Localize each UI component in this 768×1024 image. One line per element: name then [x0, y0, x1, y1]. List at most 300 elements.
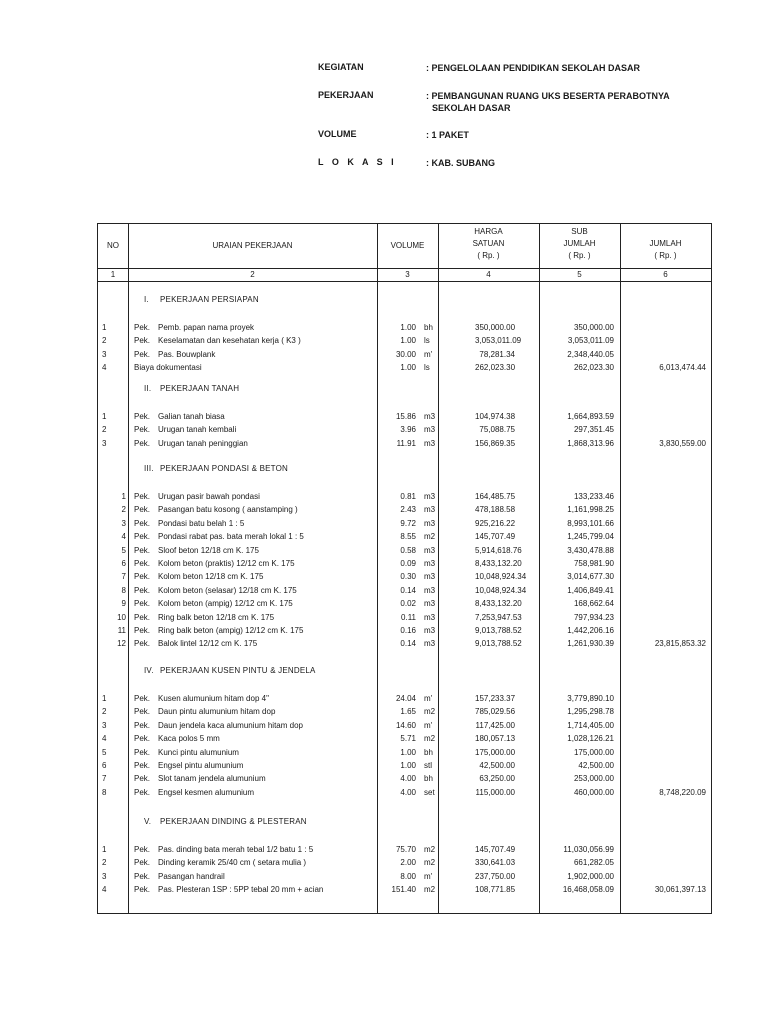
cell-desc: Kolom beton (ampig) 12/12 cm K. 175: [158, 599, 293, 609]
pekerjaan-value-line2: SEKOLAH DASAR: [432, 103, 511, 113]
cell-no: 11: [117, 626, 126, 635]
lokasi-value: : KAB. SUBANG: [426, 158, 495, 168]
cell-qty: 0.11: [401, 612, 416, 622]
cell-total: 8,748,220.09: [659, 787, 706, 797]
cell-pek: Pek.: [134, 559, 151, 568]
cell-unit: m': [424, 349, 433, 359]
header-harga: [438, 226, 539, 262]
table-row: [98, 693, 711, 704]
cell-pek: Pek.: [134, 885, 151, 895]
cell-price: 104,974.38: [475, 412, 516, 421]
cell-pek: Pek.: [134, 572, 151, 582]
table-row: [98, 612, 711, 623]
table-row: [98, 857, 711, 868]
cell-pek: Pek.: [134, 858, 151, 868]
col-number: 3: [405, 270, 410, 279]
cell-pek: Pek.: [134, 747, 151, 757]
cell-price: 75,088.75: [479, 425, 515, 435]
cell-no: 1: [102, 323, 107, 332]
cell-desc: Kolom beton (selasar) 12/18 cm K. 175: [158, 585, 297, 595]
table-row: [98, 438, 711, 449]
pekerjaan-label: PEKERJAAN: [318, 90, 374, 100]
cell-unit: m3: [424, 412, 436, 421]
table-row: [98, 760, 711, 771]
cell-no: 3: [102, 871, 107, 881]
cell-unit: m3: [424, 612, 436, 622]
cell-qty: 1.65: [400, 707, 416, 717]
cell-no: 6: [121, 559, 126, 568]
table-row: [98, 531, 711, 542]
cell-qty: 151.40: [391, 885, 416, 895]
section-name: PEKERJAAN DINDING & PLESTERAN: [160, 817, 307, 826]
section-title: [144, 666, 316, 675]
cell-qty: 0.14: [400, 639, 416, 649]
cell-pek: Pek.: [134, 599, 151, 609]
colnum-divider: [98, 281, 711, 282]
cell-subtotal: 42,500.00: [578, 761, 614, 770]
cell-unit: bh: [424, 323, 433, 332]
cell-qty: 0.02: [400, 599, 416, 609]
table-row: [98, 411, 711, 422]
cell-price: 350,000.00: [475, 323, 516, 332]
cell-qty: 4.00: [400, 787, 416, 797]
cell-unit: m': [424, 694, 433, 703]
cell-desc: Daun pintu alumunium hitam dop: [158, 707, 276, 717]
table-row: [98, 558, 711, 569]
table-row: [98, 844, 711, 855]
boq-table: [97, 223, 712, 914]
cell-qty: 1.00: [400, 363, 416, 373]
cell-price: 9,013,788.52: [475, 626, 522, 635]
cell-unit: m3: [424, 572, 436, 582]
cell-subtotal: 8,993,101.66: [567, 518, 614, 528]
cell-price: 785,029.56: [475, 707, 516, 717]
table-row: [98, 585, 711, 596]
cell-unit: m3: [424, 505, 436, 515]
cell-qty: 9.72: [400, 518, 416, 528]
cell-qty: 3.96: [400, 425, 416, 435]
cell-qty: 75.70: [395, 845, 416, 854]
cell-price: 9,013,788.52: [475, 639, 522, 649]
col-number: 4: [486, 270, 491, 279]
cell-desc: Urugan tanah peninggian: [158, 438, 248, 448]
section-title: [144, 384, 239, 393]
cell-no: 5: [121, 545, 126, 555]
section-roman: II.: [144, 384, 152, 393]
cell-qty: 1.00: [400, 323, 416, 332]
cell-desc: Pasangan handrail: [158, 871, 225, 881]
cell-no: 1: [102, 694, 107, 703]
cell-pek: Pek.: [134, 871, 151, 881]
section-roman: IV.: [144, 666, 154, 675]
volume-label: VOLUME: [318, 129, 357, 139]
cell-pek: Pek.: [134, 336, 151, 346]
header-sub: [539, 226, 620, 262]
cell-qty: 15.86: [395, 412, 416, 421]
cell-desc: Urugan pasir bawah pondasi: [158, 492, 260, 501]
cell-subtotal: 1,406,849.41: [567, 585, 614, 595]
header-jumlah: [620, 238, 711, 262]
cell-pek: Pek.: [134, 761, 151, 770]
cell-desc: Kolom beton 12/18 cm K. 175: [158, 572, 264, 582]
cell-price: 180,057.13: [475, 734, 516, 744]
cell-unit: m3: [424, 518, 436, 528]
cell-price: 10,048,924.34: [475, 585, 527, 595]
cell-subtotal: 1,028,126.21: [567, 734, 614, 744]
table-row: [98, 625, 711, 636]
cell-pek: Pek.: [134, 845, 151, 854]
cell-qty: 8.00: [400, 871, 416, 881]
table-row: [98, 322, 711, 333]
cell-no: 7: [121, 572, 126, 582]
cell-qty: 5.71: [400, 734, 416, 744]
cell-price: 175,000.00: [475, 747, 516, 757]
section-roman: V.: [144, 817, 152, 826]
table-row: [98, 747, 711, 758]
cell-no: 8: [102, 787, 107, 797]
cell-no: 2: [102, 858, 107, 868]
header-sub-line: JUMLAH: [563, 239, 596, 248]
cell-price: 5,914,618.76: [475, 545, 522, 555]
cell-no: 4: [102, 885, 107, 895]
cell-price: 330,641.03: [475, 858, 516, 868]
col-number: 5: [577, 270, 582, 279]
cell-qty: 2.43: [400, 505, 416, 515]
header-harga-line: SATUAN: [472, 239, 505, 248]
cell-price: 78,281.34: [479, 349, 515, 359]
section-roman: I.: [144, 295, 149, 304]
table-row: [98, 424, 711, 435]
cell-unit: m3: [424, 492, 436, 501]
section-name: PEKERJAAN KUSEN PINTU & JENDELA: [160, 666, 316, 675]
cell-price: 8,433,132.20: [475, 559, 522, 568]
header-harga-line: HARGA: [474, 227, 503, 236]
table-row: [98, 504, 711, 515]
cell-pek: Pek.: [134, 349, 151, 359]
cell-unit: m3: [424, 639, 436, 649]
cell-qty: 0.81: [400, 492, 416, 501]
cell-desc: Pas. Plesteran 1SP : 5PP tebal 20 mm + acian: [158, 885, 324, 895]
cell-desc: Kusen alumunium hitam dop 4": [158, 694, 269, 703]
cell-unit: m': [424, 871, 433, 881]
cell-pek: Pek.: [134, 639, 151, 649]
cell-no: 1: [102, 845, 107, 854]
cell-no: 5: [102, 747, 107, 757]
cell-pek: Pek.: [134, 720, 151, 730]
cell-subtotal: 661,282.05: [573, 858, 614, 868]
cell-price: 262,023.30: [475, 363, 516, 373]
table-row: [98, 362, 711, 373]
cell-price: 3,053,011.09: [475, 336, 522, 346]
section-title: [144, 817, 307, 826]
header-sub-line: SUB: [571, 227, 588, 236]
cell-unit: stl: [424, 761, 432, 770]
table-row: [98, 787, 711, 798]
cell-pek: Pek.: [134, 707, 151, 717]
header-divider: [98, 268, 711, 269]
cell-price: 63,250.00: [479, 774, 515, 784]
header-harga-line: ( Rp. ): [477, 251, 500, 260]
cell-no: 7: [102, 774, 107, 784]
cell-subtotal: 3,430,478.88: [567, 545, 614, 555]
cell-pek: Pek.: [134, 626, 151, 635]
cell-subtotal: 262,023.30: [573, 363, 614, 373]
cell-desc: Pas. Bouwplank: [158, 349, 216, 359]
cell-subtotal: 460,000.00: [573, 787, 614, 797]
cell-qty: 0.58: [400, 545, 416, 555]
cell-pek: Pek.: [134, 412, 151, 421]
cell-price: 115,000.00: [475, 787, 515, 797]
cell-qty: 0.14: [400, 585, 416, 595]
cell-price: 117,425.00: [475, 720, 515, 730]
cell-qty: 4.00: [400, 774, 416, 784]
table-row: [98, 518, 711, 529]
col-number: 6: [663, 270, 668, 279]
cell-pek: Pek.: [134, 505, 151, 515]
cell-unit: m3: [424, 599, 436, 609]
cell-desc: Engsel pintu alumunium: [158, 761, 244, 770]
table-row: [98, 349, 711, 360]
cell-unit: m3: [424, 425, 436, 435]
cell-desc: Dinding keramik 25/40 cm ( setara mulia ): [158, 858, 307, 868]
cell-unit: m3: [424, 559, 436, 568]
cell-pek: Pek.: [134, 734, 151, 744]
cell-price: 8,433,132.20: [475, 599, 522, 609]
table-row: [98, 335, 711, 346]
cell-pek: Pek.: [134, 492, 151, 501]
header-jumlah-line: JUMLAH: [649, 239, 682, 248]
cell-qty: 14.60: [395, 720, 416, 730]
cell-subtotal: 175,000.00: [573, 747, 614, 757]
document-header: [0, 0, 768, 200]
cell-no: 2: [102, 336, 107, 346]
cell-desc: Pasangan batu kosong ( aanstamping ): [158, 505, 298, 515]
cell-pek: Pek.: [134, 323, 151, 332]
cell-price: 157,233.37: [475, 694, 516, 703]
kegiatan-value: : PENGELOLAAN PENDIDIKAN SEKOLAH DASAR: [426, 63, 641, 73]
cell-desc: Pondasi batu belah 1 : 5: [158, 518, 245, 528]
cell-no: 4: [102, 363, 107, 373]
cell-subtotal: 3,053,011.09: [567, 336, 614, 346]
cell-unit: bh: [424, 747, 433, 757]
cell-subtotal: 3,014,677.30: [567, 572, 614, 582]
section-title: [144, 295, 259, 304]
cell-price: 145,707.49: [475, 532, 516, 542]
cell-pek: Pek.: [134, 787, 151, 797]
cell-unit: m2: [424, 858, 436, 868]
cell-no: 8: [121, 585, 126, 595]
cell-desc: Slot tanam jendela alumunium: [158, 774, 266, 784]
cell-total: 30,061,397.13: [654, 885, 706, 895]
cell-desc: Keselamatan dan kesehatan kerja ( K3 ): [158, 336, 301, 346]
col-number: 2: [250, 270, 255, 279]
cell-total: 3,830,559.00: [659, 438, 706, 448]
section-name: PEKERJAAN TANAH: [160, 384, 240, 393]
header-no: NO: [107, 241, 119, 250]
lokasi-label: L O K A S I: [318, 157, 397, 167]
cell-subtotal: 133,233.46: [573, 492, 614, 501]
cell-pek: Pek.: [134, 774, 151, 784]
cell-subtotal: 1,442,206.16: [567, 626, 614, 635]
cell-no: 12: [117, 639, 126, 649]
cell-subtotal: 1,664,893.59: [567, 412, 614, 421]
cell-qty: 1.00: [400, 747, 416, 757]
cell-unit: ls: [424, 336, 430, 346]
cell-no: 1: [102, 412, 107, 421]
table-row: [98, 545, 711, 556]
cell-pek: Pek.: [134, 518, 151, 528]
table-row: [98, 871, 711, 882]
cell-price: 7,253,947.53: [475, 612, 522, 622]
cell-qty: 0.16: [400, 626, 416, 635]
cell-price: 145,707.49: [475, 845, 516, 854]
cell-price: 478,188.58: [475, 505, 516, 515]
cell-subtotal: 1,161,998.25: [567, 505, 614, 515]
cell-subtotal: 1,295,298.78: [567, 707, 614, 717]
cell-subtotal: 1,261,930.39: [567, 639, 614, 649]
cell-desc: Engsel kesmen alumunium: [158, 787, 255, 797]
cell-unit: m2: [424, 845, 436, 854]
header-volume: VOLUME: [390, 241, 425, 250]
section-roman: III.: [144, 464, 154, 473]
cell-unit: m': [424, 720, 433, 730]
cell-price: 237,750.00: [475, 871, 516, 881]
cell-desc: Pondasi rabat pas. bata merah lokal 1 : 5: [158, 532, 304, 542]
cell-subtotal: 3,779,890.10: [567, 694, 614, 703]
table-row: [98, 571, 711, 582]
cell-desc: Ring balk beton (ampig) 12/12 cm K. 175: [158, 626, 304, 635]
table-row: [98, 598, 711, 609]
cell-unit: bh: [424, 774, 433, 784]
cell-no: 4: [121, 532, 126, 542]
cell-unit: m2: [424, 532, 436, 542]
header-uraian: URAIAN PEKERJAAN: [212, 241, 293, 250]
cell-qty: 2.00: [400, 858, 416, 868]
cell-pek: Pek.: [134, 545, 151, 555]
cell-subtotal: 253,000.00: [573, 774, 614, 784]
cell-qty: 30.00: [395, 349, 416, 359]
cell-no: 4: [102, 734, 107, 744]
cell-pek: Pek.: [134, 694, 151, 703]
cell-subtotal: 1,245,799.04: [567, 532, 614, 542]
cell-unit: set: [424, 787, 435, 797]
cell-subtotal: 758,981.90: [573, 559, 614, 568]
cell-no: 3: [121, 518, 126, 528]
cell-desc: Ring balk beton 12/18 cm K. 175: [158, 612, 275, 622]
cell-desc: Balok lintel 12/12 cm K. 175: [158, 639, 258, 649]
cell-qty: 1.00: [400, 336, 416, 346]
cell-subtotal: 168,662.64: [573, 599, 614, 609]
cell-desc: Daun jendela kaca alumunium hitam dop: [158, 720, 303, 730]
cell-desc: Pas. dinding bata merah tebal 1/2 batu 1 : 5: [158, 845, 314, 854]
col-number: 1: [110, 270, 116, 279]
cell-price: 164,485.75: [475, 492, 516, 501]
cell-subtotal: 16,468,058.09: [562, 885, 614, 895]
cell-subtotal: 797,934.23: [573, 612, 614, 622]
cell-total: 6,013,474.44: [659, 363, 706, 373]
cell-subtotal: 2,348,440.05: [567, 349, 614, 359]
table-row: [98, 773, 711, 784]
cell-price: 42,500.00: [479, 761, 515, 770]
cell-subtotal: 350,000.00: [573, 323, 614, 332]
cell-no: 3: [102, 349, 107, 359]
kegiatan-label: KEGIATAN: [318, 62, 364, 72]
section-title: [144, 464, 288, 473]
header-sub-line: ( Rp. ): [568, 251, 591, 260]
cell-no: 6: [102, 761, 107, 770]
cell-unit: m2: [424, 734, 436, 744]
cell-price: 156,869.35: [475, 438, 516, 448]
cell-unit: m2: [424, 885, 436, 895]
cell-pek: Pek.: [134, 585, 151, 595]
table-row: [98, 491, 711, 502]
cell-pek: Pek.: [134, 612, 151, 622]
cell-qty: 11.91: [396, 438, 416, 448]
cell-desc: Urugan tanah kembali: [158, 425, 237, 435]
cell-no: 2: [121, 505, 126, 515]
cell-price: 108,771.85: [475, 885, 516, 895]
cell-desc: Galian tanah biasa: [158, 412, 225, 421]
pekerjaan-value: [426, 90, 686, 114]
cell-desc: Pemb. papan nama proyek: [158, 323, 255, 332]
cell-no: 2: [102, 707, 107, 717]
cell-desc: Kolom beton (praktis) 12/12 cm K. 175: [158, 559, 295, 568]
cell-subtotal: 1,902,000.00: [567, 871, 614, 881]
cell-qty: 8.55: [400, 532, 416, 542]
volume-value: : 1 PAKET: [426, 130, 469, 140]
cell-subtotal: 1,714,405.00: [567, 720, 614, 730]
cell-desc: Biaya dokumentasi: [134, 363, 202, 373]
section-name: PEKERJAAN PERSIAPAN: [160, 295, 259, 304]
cell-pek: Pek.: [134, 532, 151, 542]
cell-qty: 1.00: [400, 761, 416, 770]
cell-price: 925,216.22: [475, 518, 516, 528]
pekerjaan-value-line1: : PEMBANGUNAN RUANG UKS BESERTA PERABOTNYA: [426, 91, 670, 101]
cell-no: 3: [102, 438, 107, 448]
cell-unit: m3: [424, 626, 436, 635]
header-jumlah-line: ( Rp. ): [654, 251, 677, 260]
table-row: [98, 733, 711, 744]
cell-desc: Kaca polos 5 mm: [158, 734, 220, 744]
cell-pek: Pek.: [134, 438, 151, 448]
cell-qty: 0.30: [400, 572, 416, 582]
cell-subtotal: 1,868,313.96: [567, 438, 614, 448]
cell-no: 3: [102, 720, 107, 730]
cell-unit: m3: [424, 545, 436, 555]
section-name: PEKERJAAN PONDASI & BETON: [160, 464, 288, 473]
cell-unit: m2: [424, 707, 436, 717]
table-row: [98, 706, 711, 717]
cell-unit: ls: [424, 363, 430, 373]
cell-desc: Sloof beton 12/18 cm K. 175: [158, 545, 259, 555]
cell-pek: Pek.: [134, 425, 151, 435]
cell-desc: Kunci pintu alumunium: [158, 747, 239, 757]
cell-price: 10,048,924.34: [475, 572, 527, 582]
cell-subtotal: 297,351.45: [573, 425, 614, 435]
cell-no: 9: [121, 599, 126, 609]
table-row: [98, 638, 711, 649]
cell-unit: m3: [424, 585, 436, 595]
cell-qty: 24.04: [395, 694, 416, 703]
cell-no: 2: [102, 425, 107, 435]
cell-qty: 0.09: [400, 559, 416, 568]
table-row: [98, 720, 711, 731]
cell-total: 23,815,853.32: [654, 639, 706, 649]
table-row: [98, 884, 711, 895]
cell-subtotal: 11,030,056.99: [563, 845, 614, 854]
cell-unit: m3: [424, 438, 436, 448]
cell-no: 1: [121, 492, 126, 501]
